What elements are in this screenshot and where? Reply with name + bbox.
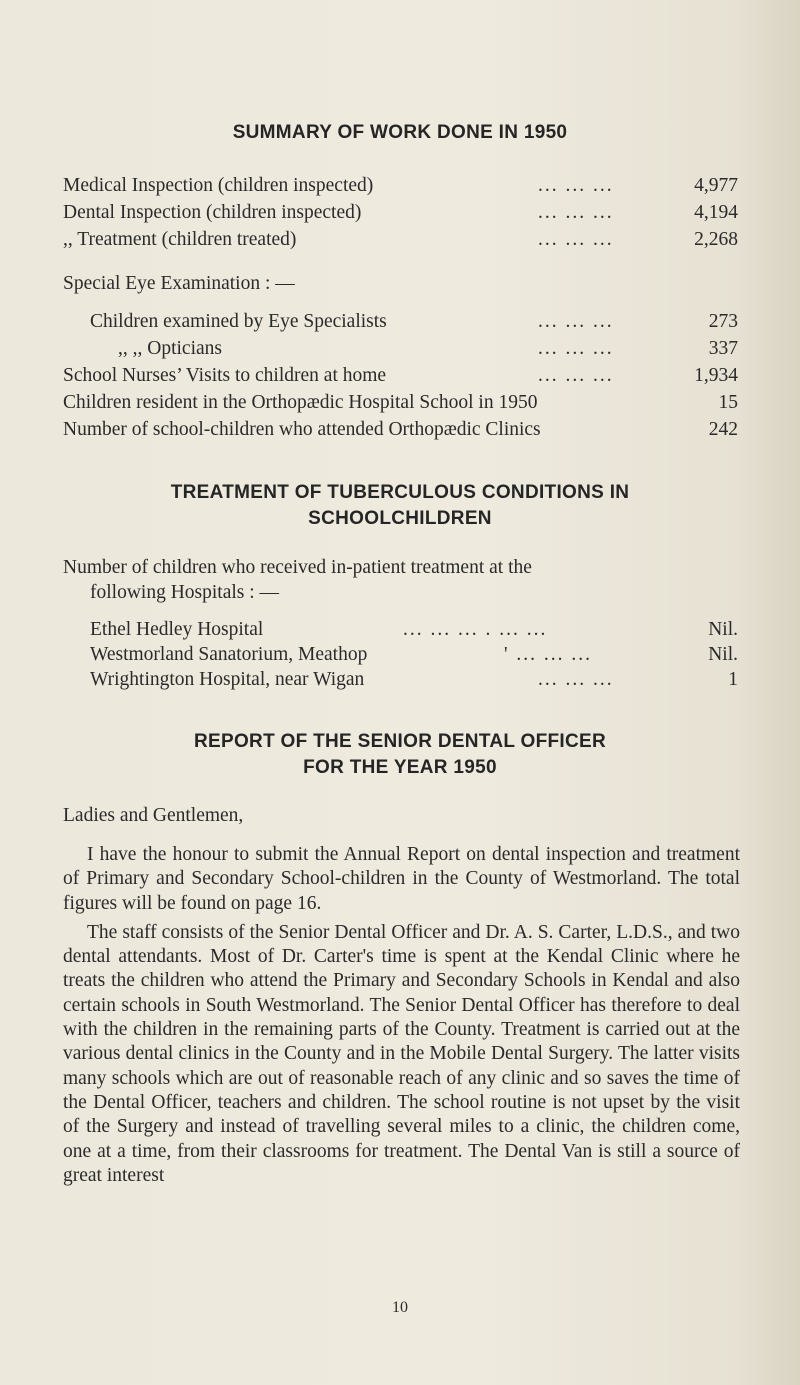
row-value: 4,977	[694, 175, 738, 196]
leader-dots: ... ... ...	[538, 175, 614, 196]
leader-dots: ... ... ...	[538, 229, 614, 250]
leader-dots: ' ... ... ...	[504, 644, 593, 665]
summary-row-orthopaedic-clinics	[63, 417, 738, 443]
row-label: ,, ,, Opticians	[118, 338, 222, 359]
hospital-row-wrightington	[90, 667, 738, 693]
row-label: Children examined by Eye Specialists	[90, 311, 387, 332]
eye-row-opticians	[90, 336, 738, 362]
row-value: Nil.	[708, 619, 738, 640]
leader-dots: ... ... ...	[538, 365, 614, 386]
row-value: 4,194	[694, 202, 738, 223]
leader-dots: ... ... ...	[538, 338, 614, 359]
row-value: 1,934	[694, 365, 738, 386]
tuberculous-title-line2: SCHOOLCHILDREN	[308, 508, 492, 529]
row-value: Nil.	[708, 644, 738, 665]
row-value: 15	[718, 392, 738, 413]
row-value: 1	[728, 669, 738, 690]
leader-dots: ... ... ...	[538, 669, 614, 690]
dental-report-title-line1: REPORT OF THE SENIOR DENTAL OFFICER	[194, 731, 606, 752]
page-number: 10	[392, 1299, 408, 1316]
paragraph-staff: The staff consists of the Senior Dental Officer and Dr. A. S. Carter, L.D.S., and two dental attendants. Most of Dr. Carter's time is spent at the Kendal Clinic where he treats the children who attend the Primary and Secondary Schools in Kendal and also certain schools in South Westmorland. The Senior Dental Officer has therefore to deal with the children in the remaining parts of the County. Treatment is carried out at the various dental clinics in the County and in the Mobile Dental Surgery. The latter visits many schools which are out of reasonable reach of any clinic and so saves the time of the Dental Officer, teachers and children. The school routine is not upset by the visit of the Surgery and instead of travelling several miles to a clinic, the children come, one at a time, from their classrooms for treatment. The Dental Van is still a source of great interest	[63, 921, 740, 1186]
row-label: Medical Inspection (children inspected)	[63, 175, 374, 196]
summary-title: SUMMARY OF WORK DONE IN 1950	[232, 122, 568, 143]
leader-dots: ... ... ... . ... ...	[403, 619, 548, 640]
row-value: 2,268	[694, 229, 738, 250]
summary-row-medical	[63, 173, 738, 199]
hospital-row-westmorland	[90, 642, 738, 668]
row-label: Ethel Hedley Hospital	[90, 619, 264, 640]
salutation: Ladies and Gentlemen,	[63, 805, 244, 826]
row-label: School Nurses’ Visits to children at home	[63, 365, 387, 386]
eye-row-specialists	[90, 309, 738, 335]
leader-dots: ... ... ...	[538, 311, 614, 332]
row-label: Wrightington Hospital, near Wigan	[90, 669, 365, 690]
summary-row-dental-inspection	[63, 200, 738, 226]
summary-row-nurses	[63, 363, 738, 389]
row-label: Westmorland Sanatorium, Meathop	[90, 644, 368, 665]
special-eye-heading: Special Eye Examination : —	[63, 273, 295, 294]
row-label: ,, Treatment (children treated)	[63, 229, 297, 250]
paragraph-intro: I have the honour to submit the Annual Report on dental inspection and treatment of Primary and Secondary School-children in the County of Westmorland. The total figures will be found on page 16.	[63, 844, 740, 914]
row-label: Children resident in the Orthopædic Hospital School in 1950	[63, 392, 538, 413]
tuberculous-intro-line1: Number of children who received in-patient treatment at the	[63, 557, 532, 578]
row-label: Dental Inspection (children inspected)	[63, 202, 362, 223]
tuberculous-title-line1: TREATMENT OF TUBERCULOUS CONDITIONS IN	[170, 482, 630, 503]
leader-dots: ... ... ...	[538, 202, 614, 223]
row-value: 337	[708, 338, 738, 359]
row-value: 273	[708, 311, 738, 332]
dental-report-title-line2: FOR THE YEAR 1950	[303, 757, 497, 778]
dental-report-body	[63, 843, 740, 1188]
row-value: 242	[708, 419, 738, 440]
tuberculous-intro-line2: following Hospitals : —	[90, 582, 280, 603]
hospital-row-ethel-hedley	[90, 617, 738, 643]
summary-row-dental-treatment	[63, 227, 738, 253]
row-label: Number of school-children who attended Orthopædic Clinics	[63, 419, 541, 440]
summary-row-orthopaedic-resident	[63, 390, 738, 416]
